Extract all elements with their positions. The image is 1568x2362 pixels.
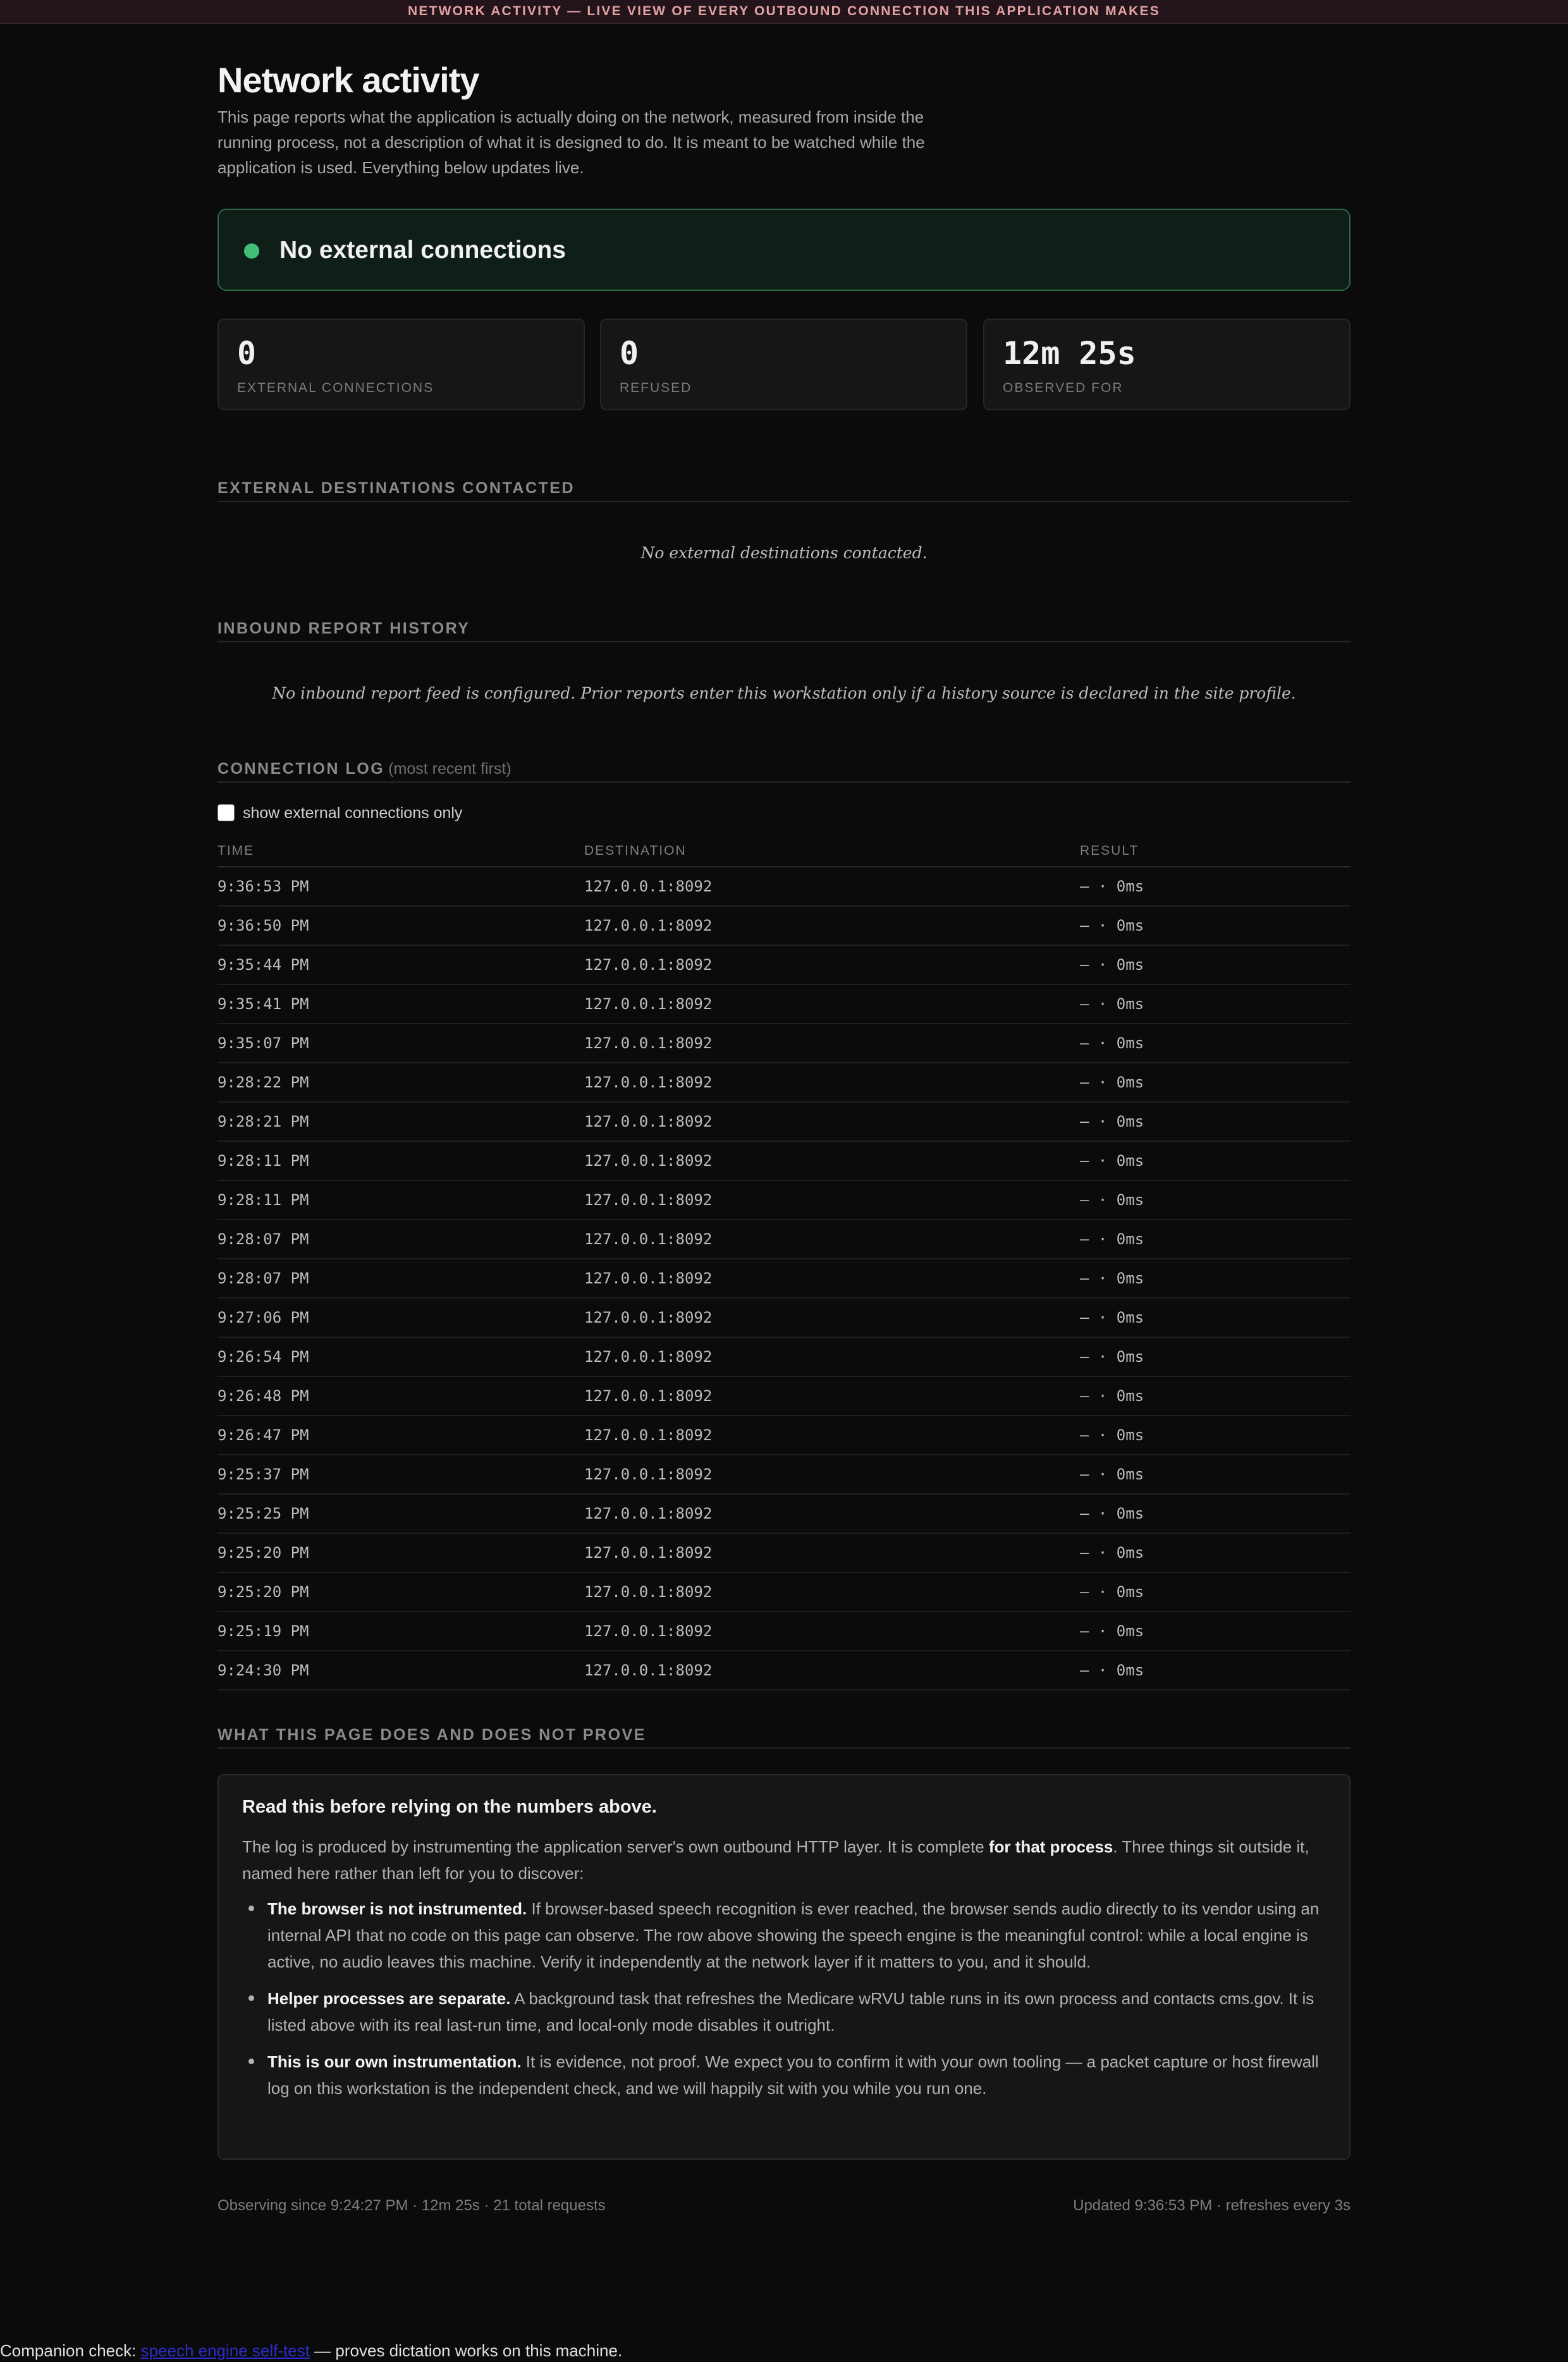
proof-intro-text: The log is produced by instrumenting the application server's own outbound HTTP layer. It is complete [242,1837,989,1856]
proof-intro-text-end: . Three things sit outside it, named here rather than left for you to discover: [242,1837,1309,1883]
table-row [217,1573,1351,1612]
table-row [217,1024,1351,1063]
proof-item-title: The browser is not instrumented. [267,1899,527,1918]
cell-result: — · 0ms [1080,1622,1144,1640]
cell-time: 9:28:22 PM [217,1074,309,1091]
cell-time: 9:35:41 PM [217,995,309,1013]
status-dot-icon [244,243,259,259]
destinations-heading [217,479,1351,502]
column-header-result: RESULT [1080,843,1139,858]
cell-destination: 127.0.0.1:8092 [584,1074,713,1091]
cell-time: 9:28:21 PM [217,1113,309,1130]
cell-time: 9:35:07 PM [217,1034,309,1052]
table-row [217,1142,1351,1181]
proof-heading [217,1726,1351,1749]
destinations-empty: No external destinations contacted. [640,544,928,562]
proof-intro-emphasis: for that process [988,1837,1113,1856]
history-empty: No inbound report feed is configured. Prior reports enter this workstation only if a history source is declared in the site profile. [272,684,1296,702]
cell-time: 9:28:07 PM [217,1270,309,1287]
log-heading [217,760,1351,783]
cell-time: 9:28:11 PM [217,1152,309,1170]
companion-suffix: — proves dictation works on this machine. [309,2341,623,2360]
proof-title: Read this before relying on the numbers above. [242,1797,657,1817]
cell-result: — · 0ms [1080,995,1144,1013]
proof-notes-card [217,1774,1351,2160]
cell-destination: 127.0.0.1:8092 [584,1505,713,1522]
cell-result: — · 0ms [1080,1583,1144,1601]
cell-result: — · 0ms [1080,1230,1144,1248]
cell-result: — · 0ms [1080,917,1144,934]
table-row [217,946,1351,985]
cell-result: — · 0ms [1080,1034,1144,1052]
cell-result: — · 0ms [1080,1074,1144,1091]
cell-result: — · 0ms [1080,1348,1144,1366]
table-header [217,838,1351,867]
speech-self-test-link[interactable]: speech engine self-test [140,2341,310,2360]
cell-time: 9:28:11 PM [217,1191,309,1209]
table-row [217,1455,1351,1495]
proof-item-instrumentation [242,2048,1330,2102]
cell-time: 9:28:07 PM [217,1230,309,1248]
proof-item-title: Helper processes are separate. [267,1989,511,2008]
cell-destination: 127.0.0.1:8092 [584,956,713,974]
cell-result: — · 0ms [1080,1466,1144,1483]
connection-log-table [217,838,1351,1691]
table-body [217,867,1351,1691]
proof-item-browser [242,1895,1330,1975]
cell-result: — · 0ms [1080,956,1144,974]
table-row [217,1103,1351,1142]
cell-time: 9:35:44 PM [217,956,309,974]
proof-heading-text: WHAT THIS PAGE DOES AND DOES NOT PROVE [217,1726,646,1744]
cell-destination: 127.0.0.1:8092 [584,995,713,1013]
proof-item-helpers [242,1985,1330,2038]
cell-destination: 127.0.0.1:8092 [584,878,713,895]
cell-time: 9:25:20 PM [217,1583,309,1601]
column-header-time: TIME [217,843,255,858]
cell-result: — · 0ms [1080,878,1144,895]
cell-result: — · 0ms [1080,1544,1144,1562]
log-heading-text: CONNECTION LOG [217,760,385,778]
external-only-checkbox[interactable] [217,804,235,821]
cell-result: — · 0ms [1080,1505,1144,1522]
companion-check [0,2341,622,2361]
status-card [217,209,1351,291]
proof-item-text: It is evidence, not proof. We expect you to confirm it with your own tooling — a packet capture or host firewall log on this workstation is the independent check, and we will happily sit with you while you run one. [267,2052,1319,2098]
stat-caption: EXTERNAL CONNECTIONS [237,381,434,395]
history-heading [217,620,1351,642]
stat-observed-for [983,319,1351,410]
cell-time: 9:36:50 PM [217,917,309,934]
log-subheading: (most recent first) [388,760,511,778]
footer-observing: Observing since 9:24:27 PM · 12m 25s · 21 total requests [217,2197,606,2214]
stat-caption: OBSERVED FOR [1003,381,1124,395]
cell-time: 9:27:06 PM [217,1309,309,1326]
history-heading-text: INBOUND REPORT HISTORY [217,620,470,637]
cell-time: 9:24:30 PM [217,1661,309,1679]
cell-result: — · 0ms [1080,1152,1144,1170]
table-row [217,1220,1351,1259]
cell-time: 9:25:19 PM [217,1622,309,1640]
cell-result: — · 0ms [1080,1270,1144,1287]
cell-destination: 127.0.0.1:8092 [584,1309,713,1326]
cell-destination: 127.0.0.1:8092 [584,1230,713,1248]
table-row [217,1063,1351,1103]
table-row [217,1612,1351,1651]
cell-destination: 127.0.0.1:8092 [584,1387,713,1405]
proof-item-text: A background task that refreshes the Medicare wRVU table runs in its own process and contacts cms.gov. It is listed above with its real last-run time, and local-only mode disables it outright. [267,1989,1314,2035]
destinations-heading-text: EXTERNAL DESTINATIONS CONTACTED [217,479,575,497]
external-only-label: show external connections only [243,804,463,822]
cell-destination: 127.0.0.1:8092 [584,1466,713,1483]
cell-result: — · 0ms [1080,1113,1144,1130]
cell-time: 9:26:47 PM [217,1426,309,1444]
table-row [217,1377,1351,1416]
cell-destination: 127.0.0.1:8092 [584,1034,713,1052]
cell-destination: 127.0.0.1:8092 [584,1544,713,1562]
proof-list [242,1895,1330,2112]
stat-external-connections [217,319,585,410]
cell-destination: 127.0.0.1:8092 [584,1348,713,1366]
companion-prefix: Companion check: [0,2341,141,2360]
table-row [217,1338,1351,1377]
cell-destination: 127.0.0.1:8092 [584,1661,713,1679]
cell-destination: 127.0.0.1:8092 [584,1622,713,1640]
table-row [217,1259,1351,1299]
table-row [217,1416,1351,1455]
table-row [217,867,1351,907]
stat-value: 0 [620,335,639,372]
column-header-destination: DESTINATION [584,843,687,858]
footer-updated: Updated 9:36:53 PM · refreshes every 3s [1073,2197,1351,2214]
cell-destination: 127.0.0.1:8092 [584,1191,713,1209]
cell-destination: 127.0.0.1:8092 [584,1152,713,1170]
proof-intro [242,1833,1330,1887]
cell-time: 9:25:37 PM [217,1466,309,1483]
cell-result: — · 0ms [1080,1309,1144,1326]
cell-time: 9:25:25 PM [217,1505,309,1522]
stat-value: 12m 25s [1003,335,1136,372]
table-row [217,1299,1351,1338]
table-row [217,907,1351,946]
cell-time: 9:26:54 PM [217,1348,309,1366]
cell-destination: 127.0.0.1:8092 [584,917,713,934]
cell-result: — · 0ms [1080,1191,1144,1209]
cell-destination: 127.0.0.1:8092 [584,1583,713,1601]
cell-time: 9:25:20 PM [217,1544,309,1562]
page-title: Network activity [217,60,479,100]
top-banner: NETWORK ACTIVITY — LIVE VIEW OF EVERY OUTBOUND CONNECTION THIS APPLICATION MAKES [0,0,1568,24]
stat-refused [600,319,967,410]
cell-time: 9:26:48 PM [217,1387,309,1405]
table-row [217,1534,1351,1573]
table-row [217,1495,1351,1534]
cell-result: — · 0ms [1080,1387,1144,1405]
table-row [217,985,1351,1024]
cell-result: — · 0ms [1080,1661,1144,1679]
cell-destination: 127.0.0.1:8092 [584,1426,713,1444]
table-row [217,1651,1351,1691]
cell-result: — · 0ms [1080,1426,1144,1444]
cell-time: 9:36:53 PM [217,878,309,895]
cell-destination: 127.0.0.1:8092 [584,1270,713,1287]
proof-item-title: This is our own instrumentation. [267,2052,522,2071]
stat-caption: REFUSED [620,381,692,395]
status-label: No external connections [279,236,566,264]
table-row [217,1181,1351,1220]
cell-destination: 127.0.0.1:8092 [584,1113,713,1130]
proof-item-text: If browser-based speech recognition is ever reached, the browser sends audio directly to its vendor using an internal API that no code on this page can observe. The row above showing the speech engine is the meaningful control: while a local engine is active, no audio leaves this machine. Verify it independently at the network layer if it matters to you, and it should. [267,1899,1320,1971]
stat-value: 0 [237,335,257,372]
page-intro: This page reports what the application is actually doing on the network, measured from inside the running process, not a description of what it is designed to do. It is meant to be watched while the application is used. Everything below updates live. [217,107,925,177]
